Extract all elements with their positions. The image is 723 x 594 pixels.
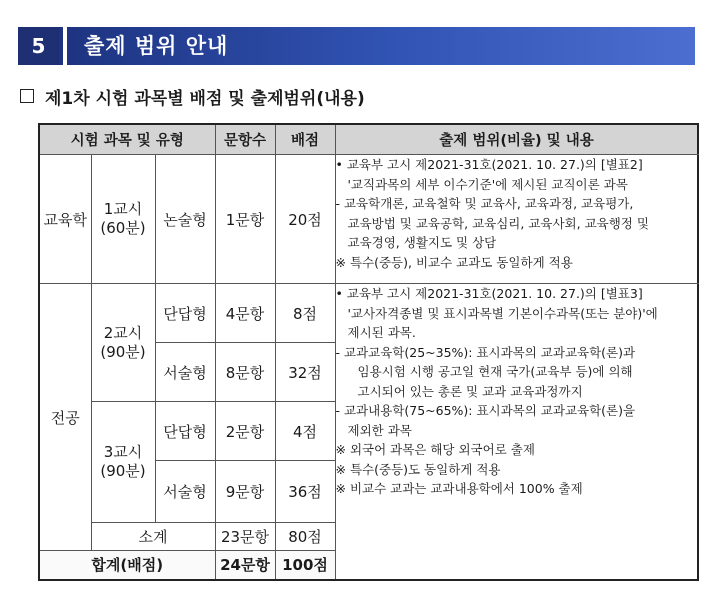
desc-line: ※ 특수(중등)도 동일하게 적용 — [335, 461, 501, 477]
desc-line: - 교육학개론, 교육철학 및 교육사, 교육과정, 교육평가, — [335, 196, 634, 211]
subject-major: 전공 — [39, 284, 91, 551]
count-cell: 4문항 — [215, 284, 275, 343]
header-scope: 출제 범위(비율) 및 내용 — [335, 124, 698, 155]
header-subject: 시험 과목 및 유형 — [39, 124, 215, 155]
count-cell: 9문항 — [215, 461, 275, 523]
scope-major — [335, 284, 698, 580]
score-cell: 32점 — [275, 343, 335, 402]
desc-line: - 교과내용학(75~65%): 표시과목의 교과교육학(론)을 — [335, 403, 636, 418]
count-cell: 2문항 — [215, 402, 275, 461]
section-title: 출제 범위 안내 — [84, 34, 229, 58]
desc-line: • 교육부 고시 제2021-31호(2021. 10. 27.)의 [별표3] — [335, 286, 643, 301]
desc-line: ※ 비교수 교과는 교과내용학에서 100% 출제 — [335, 481, 583, 496]
count-cell: 8문항 — [215, 343, 275, 402]
desc-line: 임용시험 시행 공고일 현재 국가(교육부 등)에 의해 — [357, 364, 633, 379]
subtotal-count: 23문항 — [215, 523, 275, 551]
desc-line: 제시된 과목. — [347, 325, 416, 340]
session-1: 1교시 (60분) — [91, 155, 155, 284]
score-cell: 8점 — [275, 284, 335, 343]
desc-line: 교육경영, 생활지도 및 상담 — [347, 235, 497, 250]
header-count: 문항수 — [215, 124, 275, 155]
checkbox-icon — [20, 89, 34, 103]
scope-education — [335, 155, 698, 284]
type-essay: 논술형 — [155, 155, 215, 284]
score-cell: 36점 — [275, 461, 335, 523]
total-count: 24문항 — [215, 551, 275, 580]
section-number: 5 — [18, 27, 59, 65]
desc-line: 고시되어 있는 총론 및 교과 교육과정까지 — [357, 383, 583, 399]
exam-scope-table — [38, 123, 699, 581]
desc-line: '교사자격종별 및 표시과목별 기본이수과목(또는 분야)'에 — [347, 305, 658, 321]
type-short: 단답형 — [155, 284, 215, 343]
type-descriptive: 서술형 — [155, 343, 215, 402]
desc-line: • 교육부 고시 제2021-31호(2021. 10. 27.)의 [별표2] — [335, 157, 643, 172]
total-score: 100점 — [275, 551, 335, 580]
desc-line: '교직과목의 세부 이수기준'에 제시된 교직이론 과목 — [347, 176, 628, 192]
total-label: 합계(배점) — [39, 551, 215, 580]
desc-line: ※ 특수(중등), 비교수 교과도 동일하게 적용 — [335, 254, 573, 270]
type-descriptive: 서술형 — [155, 461, 215, 523]
desc-line: - 교과교육학(25~35%): 표시과목의 교과교육학(론)과 — [335, 344, 636, 360]
desc-line: 제외한 과목 — [347, 422, 412, 438]
subtotal-label: 소계 — [91, 523, 215, 551]
banner-divider — [63, 27, 67, 65]
subject-education: 교육학 — [39, 155, 91, 284]
desc-line: ※ 외국어 과목은 해당 외국어로 출제 — [335, 442, 535, 457]
table-row-major-1 — [39, 284, 698, 343]
score-cell: 4점 — [275, 402, 335, 461]
subtotal-score: 80점 — [275, 523, 335, 551]
session-3: 3교시 (90분) — [91, 402, 155, 523]
table-header-row — [39, 124, 698, 155]
type-short: 단답형 — [155, 402, 215, 461]
desc-line: 교육방법 및 교육공학, 교육심리, 교육사회, 교육행정 및 — [347, 215, 649, 231]
count-education: 1문항 — [215, 155, 275, 284]
session-2: 2교시 (90분) — [91, 284, 155, 402]
score-education: 20점 — [275, 155, 335, 284]
section-banner — [18, 27, 695, 65]
header-score: 배점 — [275, 124, 335, 155]
subsection-heading — [20, 84, 365, 108]
subsection-title: 제1차 시험 과목별 배점 및 출제범위(내용) — [45, 88, 365, 109]
table-row-education — [39, 155, 698, 284]
